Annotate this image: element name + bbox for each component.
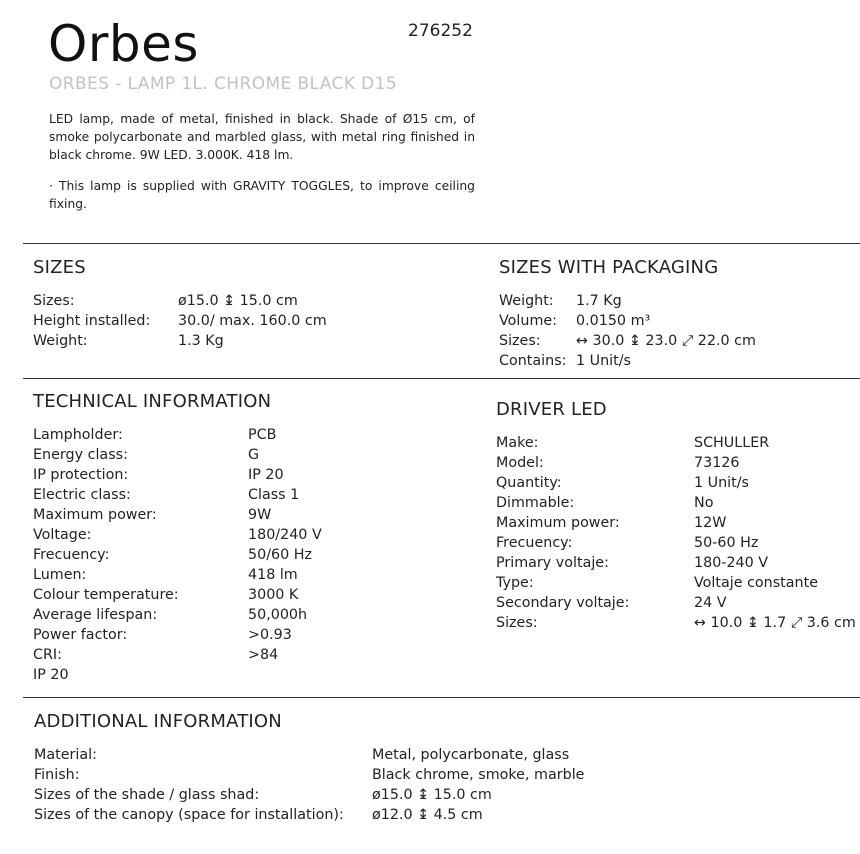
additional-row — [34, 785, 734, 805]
technical-label: Average lifespan: — [33, 607, 158, 623]
technical-row — [33, 645, 453, 665]
technical-row — [33, 665, 453, 685]
additional-label: Finish: — [34, 767, 80, 783]
packaging-row — [499, 311, 854, 331]
driver-list — [496, 433, 856, 633]
technical-row — [33, 545, 453, 565]
sizes-label: Sizes: — [33, 293, 75, 309]
packaging-label: Sizes: — [499, 333, 541, 349]
driver-row — [496, 553, 856, 573]
sizes-title: SIZES — [33, 257, 86, 278]
technical-label: Lampholder: — [33, 427, 123, 443]
technical-value: 3000 K — [248, 587, 299, 603]
packaging-value: 1 Unit/s — [576, 353, 632, 369]
driver-row — [496, 613, 856, 633]
technical-label: Lumen: — [33, 567, 87, 583]
driver-row — [496, 453, 856, 473]
technical-label: Maximum power: — [33, 507, 157, 523]
technical-label: IP protection: — [33, 467, 129, 483]
driver-value: 180-240 V — [694, 555, 769, 571]
driver-row — [496, 433, 856, 453]
packaging-title: SIZES WITH PACKAGING — [499, 257, 719, 278]
driver-label: Dimmable: — [496, 495, 575, 511]
technical-label: Frecuency: — [33, 547, 110, 563]
driver-row — [496, 493, 856, 513]
additional-list — [34, 745, 734, 825]
sizes-row — [33, 311, 453, 331]
technical-value: IP 20 — [248, 467, 284, 483]
technical-label: CRI: — [33, 647, 62, 663]
driver-value: 1 Unit/s — [694, 475, 750, 491]
packaging-row — [499, 351, 854, 371]
additional-value: Metal, polycarbonate, glass — [372, 747, 570, 763]
additional-row — [34, 765, 734, 785]
technical-row — [33, 445, 453, 465]
technical-label: Voltage: — [33, 527, 92, 543]
technical-row — [33, 485, 453, 505]
driver-value: 24 V — [694, 595, 727, 611]
driver-label: Maximum power: — [496, 515, 620, 531]
sizes-label: Height installed: — [33, 313, 151, 329]
technical-title: TECHNICAL INFORMATION — [33, 391, 272, 412]
packaging-label: Contains: — [499, 353, 567, 369]
technical-value: 50,000h — [248, 607, 308, 623]
driver-value: Voltaje constante — [694, 575, 819, 591]
packaging-value: 0.0150 m³ — [576, 313, 651, 329]
technical-row — [33, 505, 453, 525]
sizes-value: ø15.0 ↨ 15.0 cm — [178, 293, 298, 309]
additional-row — [34, 805, 734, 825]
driver-value: 50-60 Hz — [694, 535, 759, 551]
divider — [23, 243, 860, 244]
driver-label: Frecuency: — [496, 535, 573, 551]
driver-value: 12W — [694, 515, 727, 531]
driver-row — [496, 573, 856, 593]
technical-value: 9W — [248, 507, 272, 523]
driver-label: Primary voltaje: — [496, 555, 609, 571]
product-name: Orbes — [48, 15, 199, 73]
packaging-list — [499, 291, 854, 371]
technical-value: Class 1 — [248, 487, 300, 503]
additional-label: Material: — [34, 747, 97, 763]
additional-value: ø15.0 ↨ 15.0 cm — [372, 787, 492, 803]
additional-label: Sizes of the canopy (space for installation): — [34, 807, 344, 823]
technical-value: 50/60 Hz — [248, 547, 313, 563]
packaging-value: 1.7 Kg — [576, 293, 622, 309]
driver-row — [496, 473, 856, 493]
technical-row — [33, 425, 453, 445]
technical-value: >84 — [248, 647, 279, 663]
technical-row — [33, 625, 453, 645]
technical-value: 180/240 V — [248, 527, 322, 543]
additional-row — [34, 745, 734, 765]
additional-value: Black chrome, smoke, marble — [372, 767, 585, 783]
technical-label: Electric class: — [33, 487, 131, 503]
driver-label: Sizes: — [496, 615, 538, 631]
technical-row — [33, 465, 453, 485]
divider — [23, 378, 860, 379]
additional-value: ø12.0 ↨ 4.5 cm — [372, 807, 483, 823]
packaging-label: Volume: — [499, 313, 557, 329]
driver-value: ↔ 10.0 ↨ 1.7 ⤢ 3.6 cm — [694, 615, 856, 631]
technical-value: 418 lm — [248, 567, 298, 583]
sizes-row — [33, 291, 453, 311]
sizes-value: 1.3 Kg — [178, 333, 224, 349]
product-description: LED lamp, made of metal, finished in black. Shade of Ø15 cm, of smoke polycarbonate and marbled glass, with metal ring finished in black chrome. 9W LED. 3.000K. 418 lm. — [49, 112, 475, 162]
technical-label: IP 20 — [33, 667, 69, 683]
driver-label: Model: — [496, 455, 544, 471]
packaging-row — [499, 291, 854, 311]
packaging-value: ↔ 30.0 ↨ 23.0 ⤢ 22.0 cm — [576, 333, 756, 349]
driver-value: SCHULLER — [694, 435, 770, 451]
driver-value: 73126 — [694, 455, 740, 471]
driver-label: Secondary voltaje: — [496, 595, 630, 611]
technical-value: >0.93 — [248, 627, 292, 643]
product-subtitle: ORBES - LAMP 1L. CHROME BLACK D15 — [49, 74, 398, 94]
technical-row — [33, 605, 453, 625]
driver-label: Make: — [496, 435, 539, 451]
technical-row — [33, 525, 453, 545]
sizes-label: Weight: — [33, 333, 88, 349]
driver-row — [496, 533, 856, 553]
sizes-value: 30.0/ max. 160.0 cm — [178, 313, 327, 329]
packaging-label: Weight: — [499, 293, 554, 309]
sizes-list — [33, 291, 453, 351]
technical-row — [33, 585, 453, 605]
driver-label: Quantity: — [496, 475, 562, 491]
additional-label: Sizes of the shade / glass shad: — [34, 787, 260, 803]
technical-label: Colour temperature: — [33, 587, 179, 603]
packaging-row — [499, 331, 854, 351]
sizes-row — [33, 331, 453, 351]
driver-label: Type: — [496, 575, 534, 591]
driver-row — [496, 593, 856, 613]
driver-title: DRIVER LED — [496, 399, 607, 420]
driver-value: No — [694, 495, 714, 511]
technical-value: G — [248, 447, 260, 463]
product-reference: 276252 — [408, 21, 473, 41]
divider — [23, 697, 860, 698]
technical-list — [33, 425, 453, 685]
technical-value: PCB — [248, 427, 277, 443]
additional-title: ADDITIONAL INFORMATION — [34, 711, 282, 732]
technical-row — [33, 565, 453, 585]
technical-label: Power factor: — [33, 627, 128, 643]
technical-label: Energy class: — [33, 447, 128, 463]
driver-row — [496, 513, 856, 533]
product-note: · This lamp is supplied with GRAVITY TOGGLES, to improve ceiling fixing. — [49, 179, 475, 211]
